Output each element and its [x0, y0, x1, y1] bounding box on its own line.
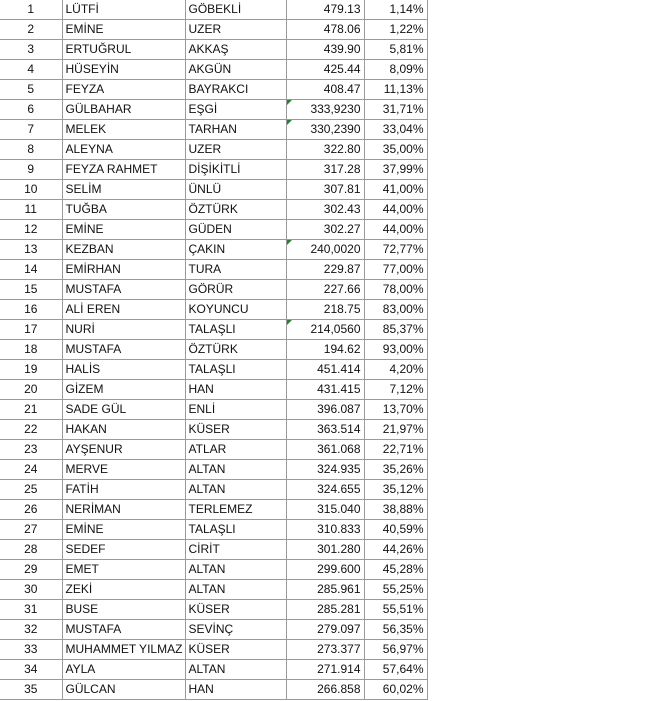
- table-row: [0, 380, 427, 400]
- row-number-cell[interactable]: 8: [0, 140, 62, 160]
- row-number-cell[interactable]: 25: [0, 480, 62, 500]
- score-cell[interactable]: 451.414: [286, 360, 364, 380]
- last-name-cell[interactable]: ÇAKIN: [185, 240, 286, 260]
- row-number-cell[interactable]: 9: [0, 160, 62, 180]
- row-number-cell[interactable]: 15: [0, 280, 62, 300]
- table-row: [0, 560, 427, 580]
- row-number-cell[interactable]: 12: [0, 220, 62, 240]
- score-cell[interactable]: 302.43: [286, 200, 364, 220]
- last-name-cell[interactable]: TALAŞLI: [185, 320, 286, 340]
- first-name-cell[interactable]: ERTUĞRUL: [62, 40, 185, 60]
- first-name-cell[interactable]: MUSTAFA: [62, 620, 185, 640]
- table-row: [0, 340, 427, 360]
- last-name-cell[interactable]: GÖRÜR: [185, 280, 286, 300]
- last-name-cell[interactable]: TERLEMEZ: [185, 500, 286, 520]
- score-cell[interactable]: 229.87: [286, 260, 364, 280]
- last-name-cell[interactable]: HAN: [185, 380, 286, 400]
- percent-cell[interactable]: 83,00%: [364, 300, 427, 320]
- score-cell[interactable]: 218.75: [286, 300, 364, 320]
- percent-cell[interactable]: 57,64%: [364, 660, 427, 680]
- first-name-cell[interactable]: EMİNE: [62, 220, 185, 240]
- first-name-cell[interactable]: TUĞBA: [62, 200, 185, 220]
- score-cell[interactable]: 322.80: [286, 140, 364, 160]
- row-number-cell[interactable]: 4: [0, 60, 62, 80]
- score-cell[interactable]: 279.097: [286, 620, 364, 640]
- percent-cell[interactable]: 35,26%: [364, 460, 427, 480]
- row-number-cell[interactable]: 22: [0, 420, 62, 440]
- first-name-cell[interactable]: NURİ: [62, 320, 185, 340]
- row-number-cell[interactable]: 18: [0, 340, 62, 360]
- first-name-cell[interactable]: BUSE: [62, 600, 185, 620]
- row-number-cell[interactable]: 32: [0, 620, 62, 640]
- table-row: [0, 640, 427, 660]
- score-cell[interactable]: 478.06: [286, 20, 364, 40]
- percent-cell[interactable]: 93,00%: [364, 340, 427, 360]
- percent-cell[interactable]: 77,00%: [364, 260, 427, 280]
- score-cell[interactable]: 285.281: [286, 600, 364, 620]
- percent-cell[interactable]: 44,00%: [364, 200, 427, 220]
- last-name-cell[interactable]: KOYUNCU: [185, 300, 286, 320]
- first-name-cell[interactable]: MELEK: [62, 120, 185, 140]
- first-name-cell[interactable]: NERİMAN: [62, 500, 185, 520]
- table-row: [0, 680, 427, 700]
- last-name-cell[interactable]: TARHAN: [185, 120, 286, 140]
- score-cell[interactable]: 214,0560: [286, 320, 364, 340]
- table-row: [0, 180, 427, 200]
- table-row: [0, 400, 427, 420]
- first-name-cell[interactable]: ALEYNA: [62, 140, 185, 160]
- row-number-cell[interactable]: 19: [0, 360, 62, 380]
- score-cell[interactable]: 285.961: [286, 580, 364, 600]
- row-number-cell[interactable]: 20: [0, 380, 62, 400]
- score-cell[interactable]: 307.81: [286, 180, 364, 200]
- percent-cell[interactable]: 45,28%: [364, 560, 427, 580]
- first-name-cell[interactable]: SELİM: [62, 180, 185, 200]
- row-number-cell[interactable]: 34: [0, 660, 62, 680]
- score-cell[interactable]: 408.47: [286, 80, 364, 100]
- score-cell[interactable]: 425.44: [286, 60, 364, 80]
- table-row: [0, 420, 427, 440]
- table-row: [0, 480, 427, 500]
- percent-cell[interactable]: 56,97%: [364, 640, 427, 660]
- first-name-cell[interactable]: AYŞENUR: [62, 440, 185, 460]
- percent-cell[interactable]: 11,13%: [364, 80, 427, 100]
- percent-cell[interactable]: 41,00%: [364, 180, 427, 200]
- last-name-cell[interactable]: ALTAN: [185, 460, 286, 480]
- percent-cell[interactable]: 33,04%: [364, 120, 427, 140]
- first-name-cell[interactable]: HALİS: [62, 360, 185, 380]
- last-name-cell[interactable]: KÜSER: [185, 600, 286, 620]
- score-cell[interactable]: 333,9230: [286, 100, 364, 120]
- first-name-cell[interactable]: GÜLBAHAR: [62, 100, 185, 120]
- first-name-cell[interactable]: MERVE: [62, 460, 185, 480]
- percent-cell[interactable]: 8,09%: [364, 60, 427, 80]
- last-name-cell[interactable]: AKGÜN: [185, 60, 286, 80]
- first-name-cell[interactable]: MUSTAFA: [62, 280, 185, 300]
- table-row: [0, 540, 427, 560]
- table-row: [0, 100, 427, 120]
- first-name-cell[interactable]: FEYZA: [62, 80, 185, 100]
- percent-cell[interactable]: 1,14%: [364, 0, 427, 20]
- table-row: [0, 460, 427, 480]
- percent-cell[interactable]: 56,35%: [364, 620, 427, 640]
- row-number-cell[interactable]: 3: [0, 40, 62, 60]
- first-name-cell[interactable]: KEZBAN: [62, 240, 185, 260]
- percent-cell[interactable]: 4,20%: [364, 360, 427, 380]
- first-name-cell[interactable]: FATİH: [62, 480, 185, 500]
- row-number-cell[interactable]: 1: [0, 0, 62, 20]
- score-cell[interactable]: 271.914: [286, 660, 364, 680]
- table-row: [0, 120, 427, 140]
- percent-cell[interactable]: 55,25%: [364, 580, 427, 600]
- last-name-cell[interactable]: EŞGİ: [185, 100, 286, 120]
- last-name-cell[interactable]: ALTAN: [185, 580, 286, 600]
- last-name-cell[interactable]: ALTAN: [185, 660, 286, 680]
- percent-cell[interactable]: 38,88%: [364, 500, 427, 520]
- row-number-cell[interactable]: 14: [0, 260, 62, 280]
- row-number-cell[interactable]: 30: [0, 580, 62, 600]
- last-name-cell[interactable]: ATLAR: [185, 440, 286, 460]
- table-row: [0, 580, 427, 600]
- first-name-cell[interactable]: EMET: [62, 560, 185, 580]
- first-name-cell[interactable]: AYLA: [62, 660, 185, 680]
- score-cell[interactable]: 240,0020: [286, 240, 364, 260]
- score-cell[interactable]: 299.600: [286, 560, 364, 580]
- row-number-cell[interactable]: 7: [0, 120, 62, 140]
- table-row: [0, 0, 427, 20]
- table-row: [0, 60, 427, 80]
- percent-cell[interactable]: 40,59%: [364, 520, 427, 540]
- table-row: [0, 500, 427, 520]
- row-number-cell[interactable]: 13: [0, 240, 62, 260]
- row-number-cell[interactable]: 5: [0, 80, 62, 100]
- table-row: [0, 200, 427, 220]
- last-name-cell[interactable]: ENLİ: [185, 400, 286, 420]
- last-name-cell[interactable]: UZER: [185, 140, 286, 160]
- percent-cell[interactable]: 5,81%: [364, 40, 427, 60]
- table-row: [0, 20, 427, 40]
- row-number-cell[interactable]: 28: [0, 540, 62, 560]
- first-name-cell[interactable]: GÜLCAN: [62, 680, 185, 700]
- row-number-cell[interactable]: 33: [0, 640, 62, 660]
- score-cell[interactable]: 396.087: [286, 400, 364, 420]
- first-name-cell[interactable]: ZEKİ: [62, 580, 185, 600]
- first-name-cell[interactable]: EMİRHAN: [62, 260, 185, 280]
- row-number-cell[interactable]: 21: [0, 400, 62, 420]
- table-row: [0, 240, 427, 260]
- score-cell[interactable]: 266.858: [286, 680, 364, 700]
- row-number-cell[interactable]: 16: [0, 300, 62, 320]
- table-row: [0, 40, 427, 60]
- first-name-cell[interactable]: MUHAMMET YILMAZ: [62, 640, 185, 660]
- score-cell[interactable]: 317.28: [286, 160, 364, 180]
- percent-cell[interactable]: 55,51%: [364, 600, 427, 620]
- table-row: [0, 300, 427, 320]
- score-cell[interactable]: 194.62: [286, 340, 364, 360]
- last-name-cell[interactable]: ÜNLÜ: [185, 180, 286, 200]
- first-name-cell[interactable]: HAKAN: [62, 420, 185, 440]
- row-number-cell[interactable]: 27: [0, 520, 62, 540]
- last-name-cell[interactable]: AKKAŞ: [185, 40, 286, 60]
- table-row: [0, 440, 427, 460]
- score-cell[interactable]: 273.377: [286, 640, 364, 660]
- score-cell[interactable]: 330,2390: [286, 120, 364, 140]
- row-number-cell[interactable]: 11: [0, 200, 62, 220]
- table-row: [0, 260, 427, 280]
- last-name-cell[interactable]: TALAŞLI: [185, 360, 286, 380]
- row-number-cell[interactable]: 35: [0, 680, 62, 700]
- percent-cell[interactable]: 21,97%: [364, 420, 427, 440]
- first-name-cell[interactable]: EMİNE: [62, 520, 185, 540]
- row-number-cell[interactable]: 17: [0, 320, 62, 340]
- last-name-cell[interactable]: GÜDEN: [185, 220, 286, 240]
- score-cell[interactable]: 361.068: [286, 440, 364, 460]
- score-cell[interactable]: 479.13: [286, 0, 364, 20]
- row-number-cell[interactable]: 2: [0, 20, 62, 40]
- percent-cell[interactable]: 35,00%: [364, 140, 427, 160]
- last-name-cell[interactable]: TURA: [185, 260, 286, 280]
- last-name-cell[interactable]: ÖZTÜRK: [185, 340, 286, 360]
- score-cell[interactable]: 315.040: [286, 500, 364, 520]
- last-name-cell[interactable]: ALTAN: [185, 560, 286, 580]
- last-name-cell[interactable]: ALTAN: [185, 480, 286, 500]
- last-name-cell[interactable]: TALAŞLI: [185, 520, 286, 540]
- percent-cell[interactable]: 7,12%: [364, 380, 427, 400]
- row-number-cell[interactable]: 29: [0, 560, 62, 580]
- percent-cell[interactable]: 60,02%: [364, 680, 427, 700]
- percent-cell[interactable]: 85,37%: [364, 320, 427, 340]
- percent-cell[interactable]: 22,71%: [364, 440, 427, 460]
- percent-cell[interactable]: 13,70%: [364, 400, 427, 420]
- table-row: [0, 620, 427, 640]
- score-cell[interactable]: 227.66: [286, 280, 364, 300]
- row-number-cell[interactable]: 10: [0, 180, 62, 200]
- score-cell[interactable]: 310.833: [286, 520, 364, 540]
- row-number-cell[interactable]: 31: [0, 600, 62, 620]
- first-name-cell[interactable]: FEYZA RAHMET: [62, 160, 185, 180]
- percent-cell[interactable]: 35,12%: [364, 480, 427, 500]
- percent-cell[interactable]: 37,99%: [364, 160, 427, 180]
- score-cell[interactable]: 302.27: [286, 220, 364, 240]
- score-cell[interactable]: 301.280: [286, 540, 364, 560]
- table-row: [0, 140, 427, 160]
- percent-cell[interactable]: 31,71%: [364, 100, 427, 120]
- first-name-cell[interactable]: LÜTFİ: [62, 0, 185, 20]
- first-name-cell[interactable]: SEDEF: [62, 540, 185, 560]
- row-number-cell[interactable]: 23: [0, 440, 62, 460]
- table-row: [0, 220, 427, 240]
- table-row: [0, 520, 427, 540]
- first-name-cell[interactable]: HÜSEYİN: [62, 60, 185, 80]
- table-row: [0, 600, 427, 620]
- first-name-cell[interactable]: MUSTAFA: [62, 340, 185, 360]
- score-cell[interactable]: 439.90: [286, 40, 364, 60]
- first-name-cell[interactable]: SADE GÜL: [62, 400, 185, 420]
- last-name-cell[interactable]: CİRİT: [185, 540, 286, 560]
- row-number-cell[interactable]: 24: [0, 460, 62, 480]
- last-name-cell[interactable]: ÖZTÜRK: [185, 200, 286, 220]
- row-number-cell[interactable]: 6: [0, 100, 62, 120]
- percent-cell[interactable]: 44,00%: [364, 220, 427, 240]
- score-cell[interactable]: 363.514: [286, 420, 364, 440]
- table-row: [0, 320, 427, 340]
- row-number-cell[interactable]: 26: [0, 500, 62, 520]
- first-name-cell[interactable]: GİZEM: [62, 380, 185, 400]
- last-name-cell[interactable]: KÜSER: [185, 420, 286, 440]
- score-cell[interactable]: 324.935: [286, 460, 364, 480]
- last-name-cell[interactable]: KÜSER: [185, 640, 286, 660]
- percent-cell[interactable]: 72,77%: [364, 240, 427, 260]
- first-name-cell[interactable]: ALİ EREN: [62, 300, 185, 320]
- table-row: [0, 160, 427, 180]
- table-row: [0, 660, 427, 680]
- table-row: [0, 280, 427, 300]
- percent-cell[interactable]: 44,26%: [364, 540, 427, 560]
- score-cell[interactable]: 324.655: [286, 480, 364, 500]
- percent-cell[interactable]: 78,00%: [364, 280, 427, 300]
- percent-cell[interactable]: 1,22%: [364, 20, 427, 40]
- first-name-cell[interactable]: EMİNE: [62, 20, 185, 40]
- last-name-cell[interactable]: BAYRAKCI: [185, 80, 286, 100]
- score-cell[interactable]: 431.415: [286, 380, 364, 400]
- last-name-cell[interactable]: HAN: [185, 680, 286, 700]
- last-name-cell[interactable]: DİŞİKİTLİ: [185, 160, 286, 180]
- last-name-cell[interactable]: UZER: [185, 20, 286, 40]
- table-row: [0, 80, 427, 100]
- last-name-cell[interactable]: SEVİNÇ: [185, 620, 286, 640]
- table-row: [0, 360, 427, 380]
- last-name-cell[interactable]: GÖBEKLİ: [185, 0, 286, 20]
